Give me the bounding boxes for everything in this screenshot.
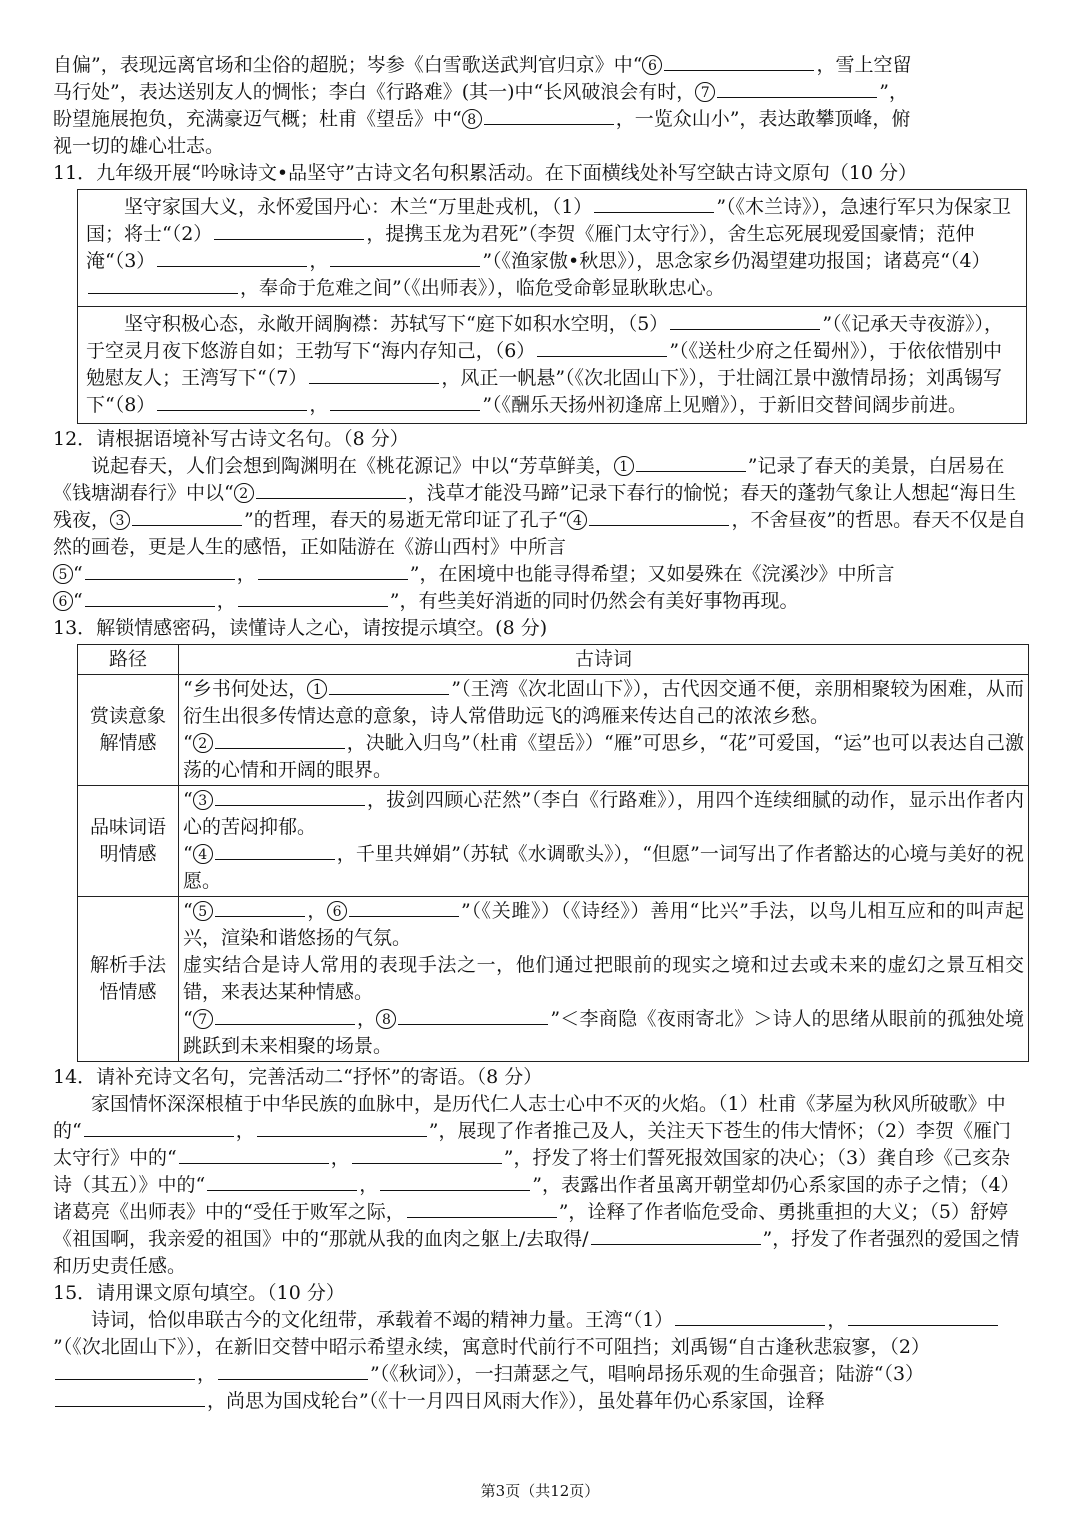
text: ”，抒发了将士们誓死报效国家的决心；（3）龚自珍《己亥杂诗（其五）》中的“: [53, 1147, 1011, 1196]
text: ，: [309, 250, 329, 272]
circled-number: 8: [462, 109, 482, 129]
answer-blank[interactable]: [309, 365, 439, 384]
circled-number: 5: [53, 564, 73, 584]
carryover-line: [53, 79, 1028, 106]
text: “: [183, 900, 193, 922]
text: 坚守积极心态，永敞开阔胸襟：苏轼写下“庭下如积水空明，（5）: [124, 313, 669, 335]
circled-number: 7: [695, 82, 715, 102]
poem-cell: [179, 675, 1029, 786]
table-header-row: [78, 645, 1029, 675]
answer-blank[interactable]: [589, 507, 729, 526]
answer-blank[interactable]: [215, 841, 335, 860]
text: ，: [359, 1174, 379, 1196]
text: ，浅草才能没马蹄”记录下春行的愉悦；春天的蓬勃气象让人想起“海日生残夜，: [53, 482, 1017, 531]
text: ”（王湾《次北固山下》），古代因交通不便，亲朋相聚较为困难，从而衍生出很多传情达意的意象，诗人常借助远飞的鸿雁来传达自己的浓浓乡愁。: [183, 678, 1024, 727]
text: ，: [309, 394, 329, 416]
text: “: [183, 1008, 193, 1030]
answer-blank[interactable]: [207, 1172, 357, 1191]
answer-blank[interactable]: [214, 221, 364, 240]
answer-blank[interactable]: [594, 194, 714, 213]
answer-blank[interactable]: [258, 561, 408, 580]
text: 说起春天，人们会想到陶渊明在《桃花源记》中以“芳草鲜美，: [91, 455, 614, 477]
answer-blank[interactable]: [256, 480, 406, 499]
answer-blank[interactable]: [88, 275, 238, 294]
circled-number: 6: [642, 55, 662, 75]
answer-blank[interactable]: [215, 1006, 355, 1025]
answer-blank[interactable]: [636, 453, 746, 472]
answer-blank[interactable]: [215, 787, 365, 806]
text: ”＜李商隐《夜雨寄北》＞诗人的思绪从眼前的孤独处境跳跃到未来相聚的场景。: [183, 1008, 1024, 1057]
text: ，: [356, 1008, 377, 1030]
text: ”（《渔家傲•秋思》），思念家乡仍渴望建功报国；诸葛亮“（4）: [482, 250, 991, 272]
text: ，: [235, 1120, 255, 1142]
text: ”（《酬乐天扬州初逢席上见赠》），于新旧交替间阔步前进。: [482, 394, 968, 416]
text: “: [183, 843, 193, 865]
text: ”（《送杜少府之任蜀州》），于依依惜别中勉慰友人；王湾写下“（7）: [86, 340, 1003, 389]
text: 坚守家国大义，永怀爱国丹心：木兰“万里赴戎机，（1）: [124, 196, 593, 218]
circled-number: 1: [614, 456, 634, 476]
carryover-line: 视一切的雄心壮志。: [53, 135, 225, 157]
answer-blank[interactable]: [55, 1361, 195, 1380]
carryover-paragraph: [53, 52, 1028, 160]
table-row: [78, 786, 1029, 897]
text: ”，表露出作者虽离开朝堂却仍心系家国的赤子之情；（4）诸葛亮《出师表》中的“受任于败军之际，: [53, 1174, 1020, 1223]
text: ”（《记承天寺夜游》），于空灵月夜下悠游自如；王勃写下“海内存知己，（6）: [86, 313, 1004, 362]
text: ，风正一帆悬”（《次北固山下》），于壮阔江景中激情昂扬；刘禹锡写下“（8）: [86, 367, 1003, 416]
answer-blank[interactable]: [218, 1361, 368, 1380]
text: ，不舍昼夜”的哲思。春天不仅是自然的画卷，更是人生的感悟，正如陆游在《游山西村》中所言: [53, 509, 1027, 558]
q11-header: 11．九年级开展“吟咏诗文•品坚守”古诗文名句积累活动。在下面横线处补写空缺古诗文原句（10 分）: [53, 162, 918, 184]
answer-blank[interactable]: [238, 588, 388, 607]
answer-blank[interactable]: [157, 248, 307, 267]
text: ，: [216, 590, 236, 612]
q12-body: [53, 453, 1028, 615]
text: 马行处”，表达送别友人的惆怅；李白《行路难》(其一)中“长风破浪会有时，: [53, 81, 696, 103]
answer-blank[interactable]: [670, 311, 820, 330]
circled-number: 3: [193, 790, 213, 810]
text: ，拔剑四顾心茫然”（李白《行路难》），用四个连续细腻的动作，显示出作者内心的苦闷抑郁。: [183, 789, 1024, 838]
text: ，: [330, 1147, 350, 1169]
text: ”（《关雎》）（《诗经》）善用“比兴”手法，以鸟儿相互应和的叫声起兴，渲染和谐悠扬的气氛。: [183, 900, 1024, 949]
table-row: [78, 897, 1029, 1062]
circled-number: 6: [53, 591, 73, 611]
circled-number: 6: [327, 901, 347, 921]
poem-cell: [179, 786, 1029, 897]
text: “: [183, 732, 193, 754]
answer-blank[interactable]: [407, 1199, 557, 1218]
text: 虚实结合是诗人常用的表现手法之一，他们通过把眼前的现实之境和过去或未来的虚幻之景互相交错，来表达某种情感。: [183, 954, 1024, 1003]
text: “: [183, 789, 193, 811]
text: “: [73, 590, 83, 612]
answer-blank[interactable]: [215, 898, 305, 917]
exam-page: [53, 52, 1028, 1415]
text: “乡书何处达，: [183, 678, 308, 700]
q15-header: 15．请用课文原句填空。（10 分）: [53, 1282, 345, 1304]
text: 家国情怀深深根植于中华民族的血脉中，是历代仁人志士心中不灭的火焰。（1）杜甫《茅屋为秋风所破歌》中的“: [53, 1093, 1006, 1142]
text: ”（《秋词》），一扫萧瑟之气，唱响昂扬乐观的生命强音；陆游“（3）: [370, 1363, 925, 1385]
text: ，: [236, 563, 256, 585]
answer-blank[interactable]: [84, 1118, 234, 1137]
text: “: [73, 563, 83, 585]
carryover-line: [53, 106, 1028, 133]
text: ”，展现了作者推己及人，关注天下苍生的伟大情怀；（2）李贺《雁门太守行》中的“: [53, 1120, 1012, 1169]
text: 盼望施展抱负，充满豪迈气概；杜甫《望岳》中“: [53, 108, 462, 130]
answer-blank[interactable]: [85, 588, 215, 607]
answer-blank[interactable]: [380, 1172, 530, 1191]
answer-blank[interactable]: [132, 507, 242, 526]
answer-blank[interactable]: [675, 1307, 825, 1326]
text: ，奉命于危难之间”（《出师表》），临危受命彰显耿耿忠心。: [240, 277, 725, 299]
answer-blank[interactable]: [664, 52, 814, 71]
circled-number: 7: [193, 1009, 213, 1029]
answer-blank[interactable]: [717, 79, 877, 98]
text: ”的哲理，春天的易逝无常印证了孔子“: [244, 509, 568, 531]
text: ”，: [879, 81, 908, 103]
answer-blank[interactable]: [55, 1388, 205, 1407]
q15-body: [53, 1307, 1028, 1415]
q12-header: 12．请根据语境补写古诗文名句。（8 分）: [53, 428, 409, 450]
text: ”，诠释了作者临危受命、勇挑重担的大义；（5）舒婷《祖国啊，我亲爱的祖国》中的“那就从我的血肉之躯上/去取得/: [53, 1201, 1009, 1250]
text: ，千里共婵娟”（苏轼《水调歌头》），“但愿”一词写出了作者豁达的心境与美好的祝愿。: [183, 843, 1024, 892]
answer-blank[interactable]: [352, 1145, 502, 1164]
text: ，: [827, 1309, 847, 1331]
answer-blank[interactable]: [330, 248, 480, 267]
answer-blank[interactable]: [537, 338, 667, 357]
circled-number: 2: [193, 733, 213, 753]
path-cell: 解析手法悟情感: [78, 897, 179, 1062]
q13-table: [77, 644, 1029, 1062]
column-header: 古诗词: [179, 645, 1029, 675]
circled-number: 4: [567, 510, 587, 530]
carryover-line: [53, 52, 1028, 79]
poem-cell: [179, 897, 1029, 1062]
answer-blank[interactable]: [85, 561, 235, 580]
answer-blank[interactable]: [329, 676, 449, 695]
circled-number: 2: [234, 483, 254, 503]
text: ，一览众山小”，表达敢攀顶峰，俯: [615, 108, 911, 130]
table-row: [78, 675, 1029, 786]
q11-section-2: [78, 306, 1026, 423]
q11-box: [77, 189, 1027, 424]
text: ，提携玉龙为君死”（李贺《雁门太守行》），舍生忘死展现爱国豪情；范仲淹“（3）: [86, 223, 975, 272]
text: ”（《次北固山下》），在新旧交替中昭示希望永续，寓意时代前行不可阻挡；刘禹锡“自古逢秋悲寂寥，（2）: [53, 1336, 931, 1358]
text: ”记录了春天的美景，白居易在《钱塘湖春行》中以“: [53, 455, 1005, 504]
circled-number: 3: [110, 510, 130, 530]
answer-blank[interactable]: [257, 1118, 427, 1137]
circled-number: 8: [376, 1009, 396, 1029]
answer-blank[interactable]: [398, 1006, 548, 1025]
text: 自偏”，表现远离官场和尘俗的超脱；岑参《白雪歌送武判官归京》中“: [53, 54, 643, 76]
q11-section-1: [78, 190, 1026, 306]
answer-blank[interactable]: [349, 898, 459, 917]
q14-header: 14．请补充诗文名句，完善活动二“抒怀”的寄语。（8 分）: [53, 1066, 543, 1088]
answer-blank[interactable]: [591, 1226, 761, 1245]
text: 诗词，恰似串联古今的文化纽带，承载着不竭的精神力量。王湾“（1）: [91, 1309, 674, 1331]
page-footer: 第3页（共12页）: [480, 1482, 600, 1500]
circled-number: 4: [193, 844, 213, 864]
text: ，决眦入归鸟”（杜甫《望岳》）“雁”可思乡，“花”可爱国，“运”也可以表达自己激荡的心情和开阔的眼界。: [183, 732, 1024, 781]
path-cell: 品味词语明情感: [78, 786, 179, 897]
answer-blank[interactable]: [848, 1307, 998, 1326]
text: ”（《木兰诗》），急速行军只为保家卫国；将士“（2）: [86, 196, 1012, 245]
text: ，: [306, 900, 328, 922]
answer-blank[interactable]: [157, 392, 307, 411]
q14-body: [53, 1091, 1028, 1280]
answer-blank[interactable]: [179, 1145, 329, 1164]
answer-blank[interactable]: [330, 392, 480, 411]
answer-blank[interactable]: [215, 730, 345, 749]
q13-header: 13．解锁情感密码，读懂诗人之心，请按提示填空。(8 分): [53, 617, 548, 639]
text: ”，抒发了作者强烈的爱国之情和历史责任感。: [53, 1228, 1020, 1277]
answer-blank[interactable]: [484, 106, 614, 125]
column-header: 路径: [78, 645, 179, 675]
path-cell: 赏读意象解情感: [78, 675, 179, 786]
text: ”，在困境中也能寻得希望；又如晏殊在《浣溪沙》中所言: [409, 563, 895, 585]
text: ”，有些美好消逝的同时仍然会有美好事物再现。: [389, 590, 799, 612]
text: ，尚思为国戍轮台”（《十一月四日风雨大作》），虽处暮年仍心系家国，诠释: [207, 1390, 825, 1412]
circled-number: 1: [307, 679, 327, 699]
circled-number: 5: [193, 901, 213, 921]
text: ，雪上空留: [816, 54, 912, 76]
text: ，: [197, 1363, 217, 1385]
